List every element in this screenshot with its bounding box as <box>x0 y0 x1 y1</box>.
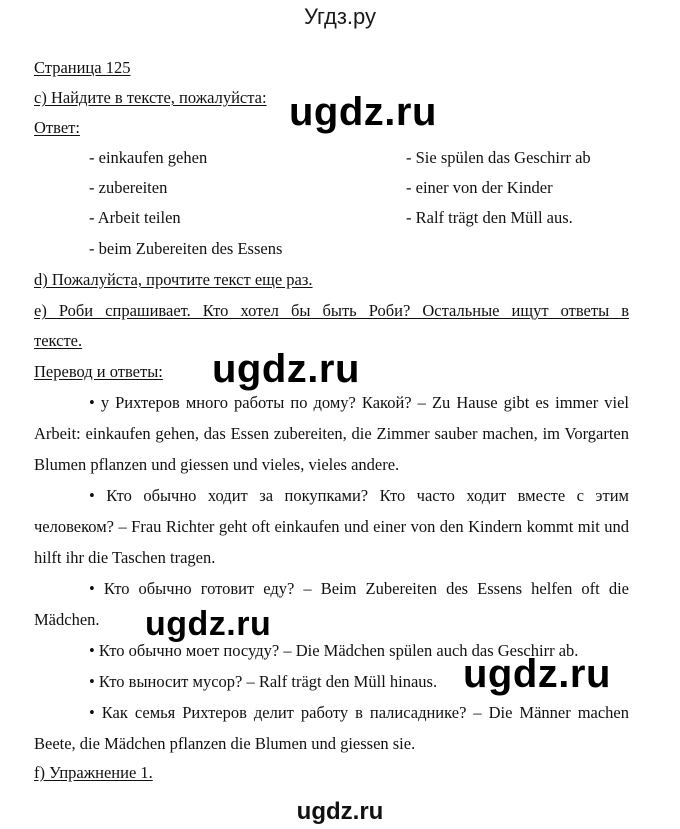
list-item: - Sie spülen das Geschirr ab <box>406 148 591 167</box>
answer-paragraph: • Кто обычно моет посуду? – Die Mädchen spülen auch das Geschirr ab. <box>89 641 579 660</box>
list-item: - einer von der Kinder <box>406 178 553 197</box>
section-e-heading-line1: e) Роби спрашивает. Кто хотел бы быть Роби? Остальные ищут ответы в <box>34 301 629 320</box>
list-item: - Arbeit teilen <box>89 208 181 227</box>
translation-label: Перевод и ответы: <box>34 362 163 381</box>
section-c-heading: с) Найдите в тексте, пожалуйста: <box>34 88 267 107</box>
site-title: Угдз.ру <box>303 4 377 29</box>
answer-paragraph: • Кто обычно готовит еду? – Beim Zubereiten des Essens helfen oft die Mädchen. <box>34 579 629 629</box>
list-item: - zubereiten <box>89 178 168 197</box>
answer-label: Ответ: <box>34 118 80 137</box>
watermark: ugdz.ru <box>463 652 611 696</box>
footer-watermark: ugdz.ru <box>296 798 384 825</box>
watermark: ugdz.ru <box>145 605 272 643</box>
watermark: ugdz.ru <box>212 347 360 391</box>
section-e-heading-line2: тексте. <box>34 331 83 350</box>
list-item: - einkaufen gehen <box>89 148 208 167</box>
list-item: - beim Zubereiten des Essens <box>89 239 283 258</box>
answer-paragraph: • Кто обычно ходит за покупками? Кто часто ходит вместе с этим человеком? – Frau Richter geht oft einkaufen und einer von den Kindern kommt mit und hilft ihr die Taschen tragen. <box>34 486 629 567</box>
answer-paragraph: • у Рихтеров много работы по дому? Какой? – Zu Hause gibt es immer viel Arbeit: einkaufen gehen, das Essen zubereiten, die Zimmer sauber machen, im Vorgarten Blumen pflanzen und giessen und vieles, vieles andere. <box>34 393 629 474</box>
watermark: ugdz.ru <box>289 90 437 134</box>
section-f-heading: f) Упражнение 1. <box>34 763 153 782</box>
page-label: Страница 125 <box>34 58 131 77</box>
answer-paragraph: • Как семья Рихтеров делит работу в палисаднике? – Die Männer machen Beete, die Mädchen pflanzen die Blumen und giessen sie. <box>34 703 629 753</box>
list-item: - Ralf trägt den Müll aus. <box>406 208 573 227</box>
answer-paragraph: • Кто выносит мусор? – Ralf trägt den Müll hinaus. <box>89 672 438 691</box>
section-d-heading: d) Пожалуйста, прочтите текст еще раз. <box>34 270 313 289</box>
